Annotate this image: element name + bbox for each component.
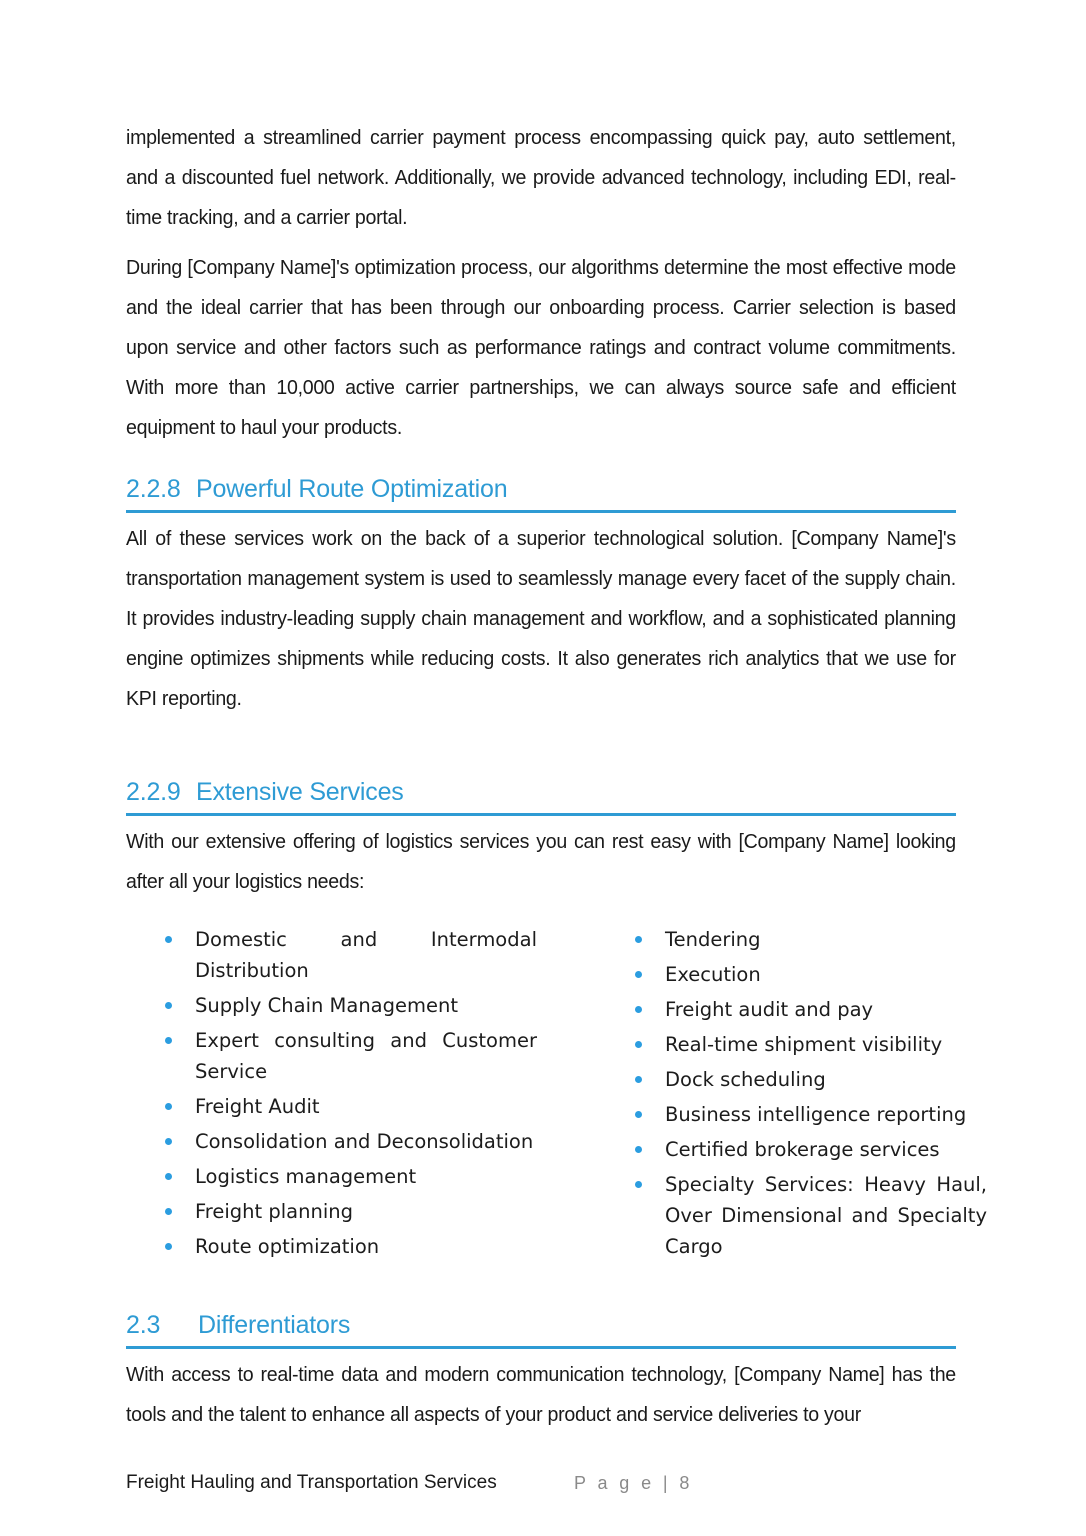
paragraph-differentiators-body: With access to real-time data and modern communication technology, [Company Name] has the tools and the talent to enhance all aspects of your product and service deliveries to your: [126, 1363, 956, 1426]
paragraph-intro-continued: implemented a streamlined carrier payment process encompassing quick pay, auto settlement, and a discounted fuel network. Additionally, we provide advanced technology, including EDI, real-time tracking, and a carrier portal.: [126, 126, 956, 229]
heading-number: 2.2.8: [126, 475, 181, 503]
heading-2-2-8: [126, 474, 956, 513]
page-footer: [126, 1472, 956, 1502]
list-item: Logistics management: [163, 1161, 537, 1192]
list-item: Route optimization: [163, 1231, 537, 1262]
heading-title: Powerful Route Optimization: [196, 475, 508, 503]
footer-page-number: P a g e | 8: [574, 1473, 693, 1493]
paragraph-optimization-process: During [Company Name]'s optimization process, our algorithms determine the most effective mode and the ideal carrier that has been through our onboarding process. Carrier selection is based upon service and other factors such as performance ratings and contract volume commitments. With more than 10,000 active carrier partnerships, we can always source safe and efficient equipment to haul your products.: [126, 256, 956, 439]
list-item: Specialty Services: Heavy Haul, Over Dimensional and Specialty Cargo: [633, 1169, 987, 1262]
heading-title: Extensive Services: [196, 778, 404, 806]
list-item: Supply Chain Management: [163, 990, 537, 1021]
list-item: Dock scheduling: [633, 1064, 987, 1095]
list-item: Expert consulting and Customer Service: [163, 1025, 537, 1087]
heading-number: 2.2.9: [126, 778, 181, 806]
heading-number: 2.3: [126, 1311, 161, 1339]
heading-2-3: [126, 1310, 956, 1349]
services-list-right-column: [571, 924, 987, 1266]
list-item: Consolidation and Deconsolidation: [163, 1126, 537, 1157]
list-item: Certified brokerage services: [633, 1134, 987, 1165]
services-two-column-list: [126, 924, 987, 1266]
list-item: Business intelligence reporting: [633, 1099, 987, 1130]
services-bullet-list-right: [633, 924, 987, 1262]
list-item: Tendering: [633, 924, 987, 955]
list-item: Freight audit and pay: [633, 994, 987, 1025]
heading-title: Differentiators: [198, 1311, 351, 1339]
list-item: Real-time shipment visibility: [633, 1029, 987, 1060]
list-item: Domestic and Intermodal Distribution: [163, 924, 537, 986]
paragraph-route-optimization-body: All of these services work on the back of a superior technological solution. [Company Name]'s transportation management system is used to seamlessly manage every facet of the supply chain. It provides industry-leading supply chain management and workflow, and a sophisticated planning engine optimizes shipments while reducing costs. It also generates rich analytics that we use for KPI reporting.: [126, 527, 956, 710]
list-item: Freight planning: [163, 1196, 537, 1227]
list-item: Freight Audit: [163, 1091, 537, 1122]
services-list-left-column: [126, 924, 571, 1266]
list-item: Execution: [633, 959, 987, 990]
paragraph-extensive-services-body: With our extensive offering of logistics services you can rest easy with [Company Name] looking after all your logistics needs:: [126, 830, 956, 893]
footer-document-title: Freight Hauling and Transportation Services: [126, 1472, 497, 1493]
services-bullet-list-left: [163, 924, 571, 1262]
heading-2-2-9: [126, 777, 956, 816]
page-content: [126, 118, 987, 1449]
